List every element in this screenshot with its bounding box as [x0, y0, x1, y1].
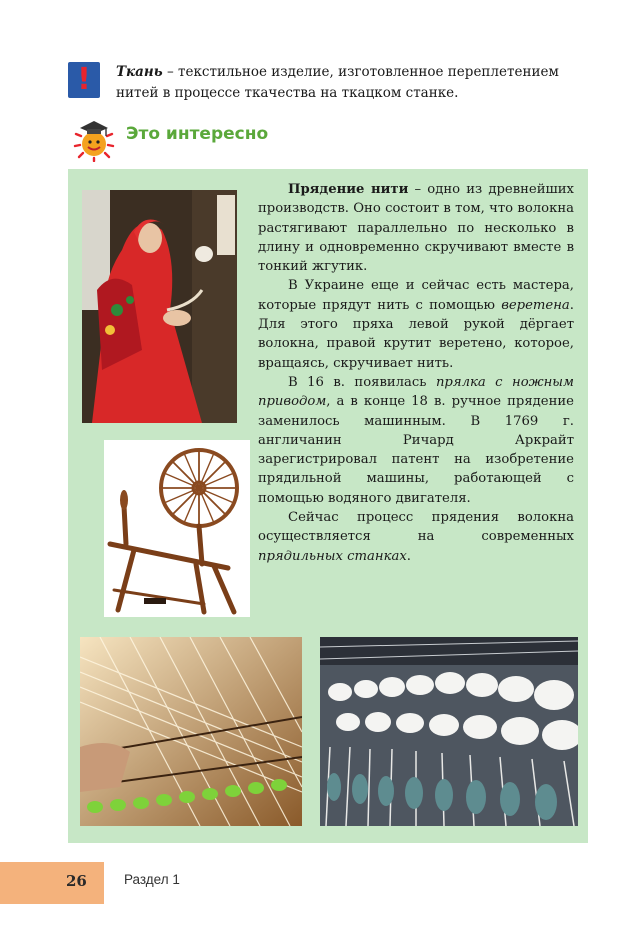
article-paragraph [258, 180, 574, 276]
paragraph-text: В Украине еще и сейчас есть мастера, которые прядут нить с помощью [258, 278, 574, 313]
term-spinning: Прядение нити [288, 182, 409, 197]
paragraph-text: , а в конце 18 в. ручное прядение заменилось машинным. В 1769 г. англичанин Ричард Аркрайт зарегистрировал патент на изобретение прядильной машины, работающей с помощью водяного двигателя. [258, 394, 574, 506]
smiley-graduate-icon [70, 114, 118, 162]
definition-term: Ткань [116, 64, 163, 80]
paragraph-text: – одно из древнейших производств. Оно состоит в том, что волокна растягивают параллельно по несколько в длину и одновременно скручивают вместе в тонкий жгутик. [258, 182, 574, 275]
page-number-tab [0, 862, 104, 904]
paragraph-text: . [406, 548, 411, 564]
photo-woman-spinning [82, 190, 237, 423]
paragraph-text: . Для этого пряха левой рукой дёргает волокна, правой крутит веретено, которое, вращаясь, скручивает нить. [258, 297, 574, 371]
term-spinning-machines: прядильных станках [258, 548, 407, 564]
section-heading: Это интересно [126, 124, 269, 144]
photo-spinning-machines [320, 637, 578, 826]
term-spindle: веретена [501, 297, 570, 313]
paragraph-text: В 16 в. появилась [288, 374, 436, 390]
paragraph-text: Сейчас процесс прядения волокна осуществляется на современных [258, 510, 574, 545]
definition-body: – текстильное изделие, изготовленное переплетением нитей в процессе ткачества на ткацком станке. [116, 64, 559, 101]
photo-loom-threads [80, 637, 302, 826]
article-paragraph [258, 508, 574, 566]
exclamation-icon: ! [68, 62, 100, 98]
article-text [258, 180, 574, 566]
article-paragraph [258, 276, 574, 372]
page-number: 26 [66, 872, 87, 890]
definition-text [116, 62, 596, 104]
photo-spinning-wheel [104, 440, 250, 617]
article-paragraph [258, 373, 574, 508]
term-foot-wheel: прялка с ножным приводом [258, 374, 574, 410]
section-label: Раздел 1 [124, 872, 180, 887]
